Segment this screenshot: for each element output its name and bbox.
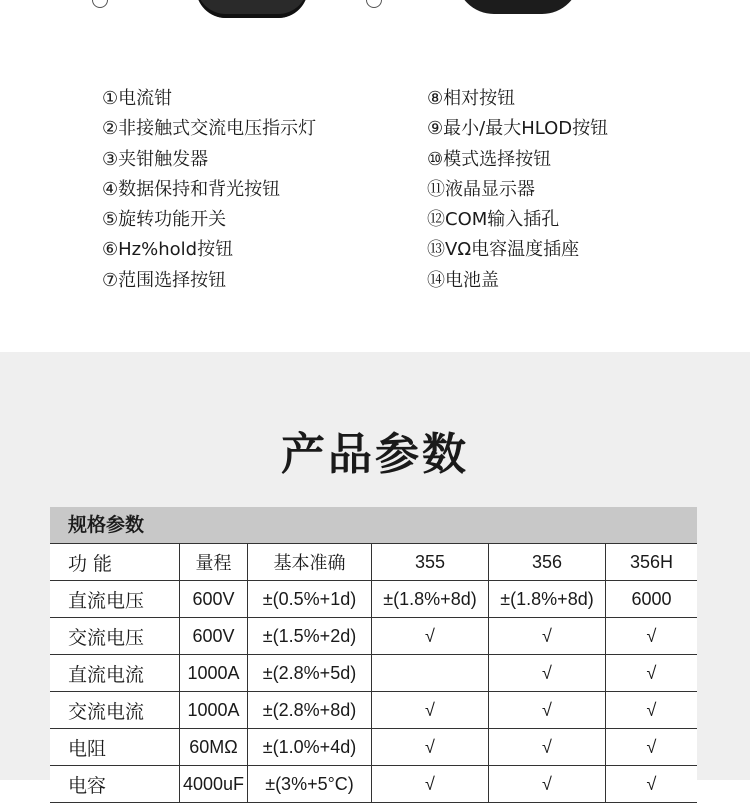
- row-label-cell: 交流电流: [50, 692, 180, 728]
- legend-item: ⑭电池盖: [427, 269, 499, 291]
- table-cell: 4000uF: [180, 766, 248, 802]
- table-cell: 6000: [631, 588, 672, 609]
- component-legend-left: [102, 84, 316, 296]
- clamp-meter-right-image: [456, 0, 580, 14]
- component-legend-right: [427, 84, 608, 296]
- spec-grid: [50, 543, 697, 803]
- table-cell: [372, 655, 489, 691]
- spec-table: [50, 507, 697, 803]
- legend-item: ⑧相对按钮: [427, 88, 516, 109]
- table-cell: 60MΩ: [180, 729, 248, 765]
- legend-item: ⑪液晶显示器: [427, 178, 535, 200]
- legend-item: ⑥Hz%hold按钮: [102, 239, 234, 261]
- table-cell: ±(1.8%+8d): [372, 581, 489, 617]
- table-cell: √: [489, 729, 606, 765]
- row-label-cell: 电阻: [50, 729, 180, 765]
- table-row: [50, 618, 697, 655]
- table-cell: 356: [489, 544, 606, 580]
- table-cell: 基本准确: [248, 544, 372, 580]
- callout-marker-right: [366, 0, 382, 8]
- table-cell: 600V: [180, 581, 248, 617]
- table-row: [50, 655, 697, 692]
- table-cell: √: [489, 655, 606, 691]
- table-cell: √: [489, 766, 606, 802]
- table-cell: 1000A: [180, 692, 248, 728]
- table-cell: ±(2.8%+5d): [248, 655, 372, 691]
- section-title: 产品参数: [281, 429, 469, 480]
- table-cell: ±(1.8%+8d): [489, 581, 606, 617]
- table-cell: √: [372, 692, 489, 728]
- legend-item: ⑤旋转功能开关: [102, 209, 227, 231]
- callout-marker-left: [92, 0, 108, 8]
- table-cell: 600V: [180, 618, 248, 654]
- table-cell: √: [372, 729, 489, 765]
- table-cell: 1000A: [180, 655, 248, 691]
- legend-item: ①电流钳: [102, 88, 173, 109]
- table-row: [50, 581, 697, 618]
- table-row: [50, 729, 697, 766]
- table-cell: ±(1.0%+4d): [248, 729, 372, 765]
- table-cell: √: [489, 692, 606, 728]
- row-label-cell: 直流电流: [50, 655, 180, 691]
- legend-item: ⑫COM输入插孔: [427, 209, 560, 231]
- table-cell: √: [646, 699, 657, 720]
- table-cell: ±(2.8%+8d): [248, 692, 372, 728]
- row-label-cell: 功 能: [50, 544, 180, 580]
- legend-item: ⑬VΩ电容温度插座: [427, 239, 580, 261]
- legend-item: ⑩模式选择按钮: [427, 148, 552, 170]
- table-cell: √: [489, 618, 606, 654]
- table-cell: 356H: [629, 551, 674, 572]
- table-cell: ±(0.5%+1d): [248, 581, 372, 617]
- table-cell: √: [646, 773, 657, 794]
- legend-item: ④数据保持和背光按钮: [102, 178, 281, 200]
- table-row: [50, 692, 697, 729]
- table-cell: √: [646, 625, 657, 646]
- spec-table-header: 规格参数: [50, 507, 697, 543]
- table-cell: ±(1.5%+2d): [248, 618, 372, 654]
- table-cell: √: [646, 736, 657, 757]
- clamp-meter-left-image: [196, 0, 308, 18]
- table-cell: 量程: [180, 544, 248, 580]
- table-cell: √: [372, 618, 489, 654]
- legend-item: ⑨最小/最大HLOD按钮: [427, 118, 609, 140]
- row-label-cell: 电容: [50, 766, 180, 802]
- table-row: [50, 766, 697, 803]
- table-cell: 355: [372, 544, 489, 580]
- table-cell: √: [646, 662, 657, 683]
- legend-item: ②非接触式交流电压指示灯: [102, 118, 317, 140]
- table-column-header-row: [50, 543, 697, 581]
- legend-item: ③夹钳触发器: [102, 148, 209, 170]
- row-label-cell: 交流电压: [50, 618, 180, 654]
- table-cell: ±(3%+5°C): [248, 766, 372, 802]
- row-label-cell: 直流电压: [50, 581, 180, 617]
- product-diagram-area: [0, 0, 750, 352]
- table-cell: √: [372, 766, 489, 802]
- legend-item: ⑦范围选择按钮: [102, 269, 227, 291]
